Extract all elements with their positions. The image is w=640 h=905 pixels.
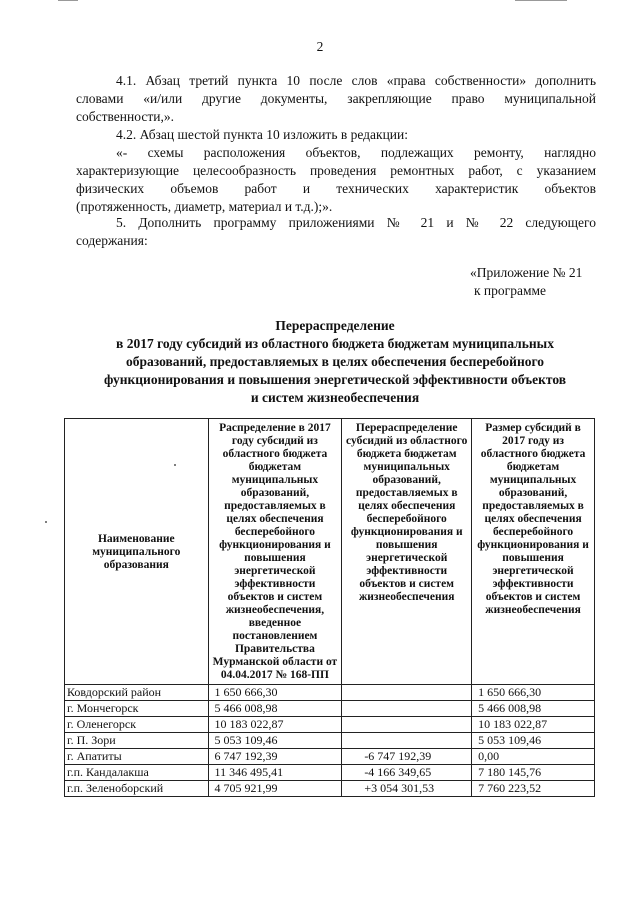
table-row — [65, 765, 595, 781]
table-row — [65, 717, 595, 733]
paragraph-5 — [76, 214, 596, 250]
top-edge-mark-right — [515, 0, 567, 1]
paragraph-line: характеризующие целесообразность проведения ремонтных работ, с указанием — [76, 163, 596, 178]
page-number: 2 — [316, 39, 324, 54]
header-subsidy-amount: Размер субсидий в 2017 году из областного бюджета бюджетам муниципальных образований, предоставляемых в целях обеспечения бесперебойного функционирования и повышения энергетической эффективности объектов и систем жизнеобеспечения — [472, 419, 595, 685]
cell-distribution: 4 705 921,99 — [208, 781, 342, 797]
cell-municipality: г. Апатиты — [65, 749, 209, 765]
cell-subsidy-amount: 10 183 022,87 — [472, 717, 595, 733]
cell-distribution: 5 053 109,46 — [208, 733, 342, 749]
title-line: в 2017 году субсидий из областного бюджета бюджетам муниципальных — [116, 336, 554, 351]
cell-subsidy-amount: 5 466 008,98 — [472, 701, 595, 717]
paragraph-4-2 — [76, 126, 596, 144]
header-redistribution: Перераспределение субсидий из областного бюджета бюджетам муниципальных образований, предоставляемых в целях обеспечения бесперебойного функционирования и повышения энергетической эффективности объектов и систем жизнеобеспечения — [342, 419, 472, 685]
paragraph-line: 4.1. Абзац третий пункта 10 после слов «права собственности» дополнить — [116, 73, 596, 88]
paragraph-line: 5. Дополнить программу приложениями № 21 и № 22 следующего — [116, 215, 596, 230]
title-line: и систем жизнеобеспечения — [250, 390, 420, 405]
cell-municipality: г. Оленегорск — [65, 717, 209, 733]
cell-distribution: 11 346 495,41 — [208, 765, 342, 781]
cell-municipality: г. П. Зори — [65, 733, 209, 749]
paragraph-line: 4.2. Абзац шестой пункта 10 изложить в редакции: — [116, 127, 409, 142]
subsidy-table — [64, 418, 595, 797]
cell-distribution: 5 466 008,98 — [208, 701, 342, 717]
cell-subsidy-amount: 0,00 — [472, 749, 595, 765]
table-row — [65, 685, 595, 701]
cell-municipality: г. Мончегорск — [65, 701, 209, 717]
cell-municipality: г.п. Зеленоборский — [65, 781, 209, 797]
title-line: образований, предоставляемых в целях обеспечения бесперебойного — [125, 354, 545, 369]
table-row — [65, 701, 595, 717]
table-row — [65, 781, 595, 797]
cell-redistribution: -6 747 192,39 — [342, 749, 472, 765]
paragraph-line: содержания: — [76, 233, 148, 248]
cell-subsidy-amount: 1 650 666,30 — [472, 685, 595, 701]
cell-redistribution — [342, 701, 472, 717]
cell-municipality: Ковдорский район — [65, 685, 209, 701]
cell-redistribution: +3 054 301,53 — [342, 781, 472, 797]
table-header-row — [65, 419, 595, 685]
table-row — [65, 733, 595, 749]
paragraph-line: физических объемов работ и технических характеристик объектов — [76, 181, 596, 196]
cell-redistribution: -4 166 349,65 — [342, 765, 472, 781]
document-title — [70, 317, 600, 407]
cell-redistribution — [342, 733, 472, 749]
table-row — [65, 749, 595, 765]
paragraph-line: словами «и/или другие документы, закрепляющие право муниципальной — [76, 91, 596, 106]
cell-distribution: 10 183 022,87 — [208, 717, 342, 733]
paragraph-4-1 — [76, 72, 596, 126]
appendix-line-2: к программе — [474, 283, 547, 298]
title-line: функционирования и повышения энергетической эффективности объектов — [103, 372, 567, 387]
title-heading: Перераспределение — [275, 318, 395, 333]
paragraph-4-2-quote — [76, 144, 596, 216]
paragraph-line: (протяженность, диаметр, материал и т.д.);». — [76, 199, 333, 214]
appendix-caption — [470, 264, 610, 300]
cell-redistribution — [342, 685, 472, 701]
cell-subsidy-amount: 7 180 145,76 — [472, 765, 595, 781]
cell-subsidy-amount: 7 760 223,52 — [472, 781, 595, 797]
cell-subsidy-amount: 5 053 109,46 — [472, 733, 595, 749]
header-municipality: Наименование муниципального образования — [65, 419, 209, 685]
cell-distribution: 6 747 192,39 — [208, 749, 342, 765]
cell-municipality: г.п. Кандалакша — [65, 765, 209, 781]
appendix-line-1: «Приложение № 21 — [470, 265, 583, 280]
top-edge-mark-left — [58, 0, 78, 1]
paragraph-line: «- схемы расположения объектов, подлежащих ремонту, наглядно — [116, 145, 596, 160]
header-distribution: Распределение в 2017 году субсидий из областного бюджета бюджетам муниципальных образований, предоставляемых в целях обеспечения бесперебойного функционирования и повышения энергетической эффективности объектов и систем жизнеобеспечения, введенное постановлением Правительства Мурманской области от 04.04.2017 № 168-ПП — [208, 419, 342, 685]
cell-distribution: 1 650 666,30 — [208, 685, 342, 701]
scan-speck — [45, 521, 47, 523]
cell-redistribution — [342, 717, 472, 733]
paragraph-line: собственности,». — [76, 109, 174, 124]
